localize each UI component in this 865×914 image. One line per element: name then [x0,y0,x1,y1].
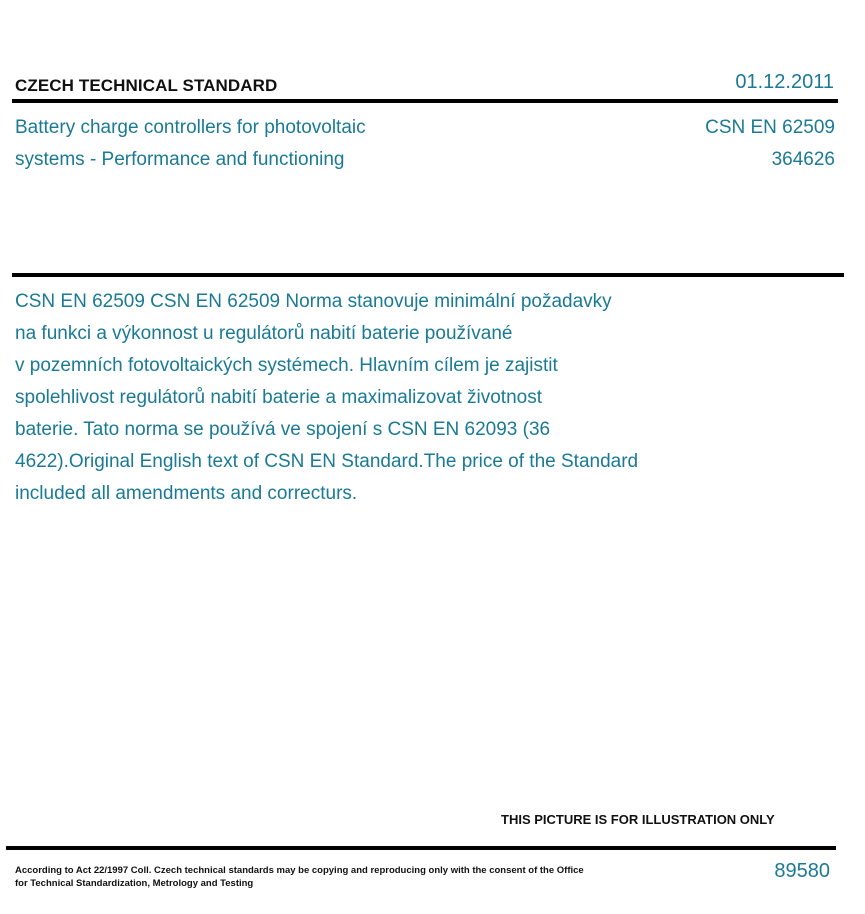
publication-date: 01.12.2011 [735,71,834,93]
description-line: v pozemních fotovoltaických systémech. Hlavním cílem je zajistit [15,355,558,376]
standard-title-line-2: systems - Performance and functioning [15,149,345,170]
catalog-number: 364626 [771,149,835,170]
standard-title-line-1: Battery charge controllers for photovoltaic [15,117,366,138]
standard-code: CSN EN 62509 [705,117,835,138]
description-line: 4622).Original English text of CSN EN Standard.The price of the Standard [15,451,639,472]
description-line: na funkci a výkonnost u regulátorů nabití baterie používané [15,323,513,344]
document-id: 89580 [774,860,830,882]
legal-notice [15,864,584,890]
description-line: CSN EN 62509 CSN EN 62509 Norma stanovuje minimální požadavky [15,291,612,312]
description-line: included all amendments and correcturs. [15,483,358,504]
description-line: spolehlivost regulátorů nabití baterie a maximalizovat životnost [15,387,542,408]
footer-divider [6,846,836,850]
illustration-notice: THIS PICTURE IS FOR ILLUSTRATION ONLY [501,812,775,827]
description-line: baterie. Tato norma se používá ve spojení s CSN EN 62093 (36 [15,419,551,440]
document-type-label: CZECH TECHNICAL STANDARD [15,76,278,95]
section-divider [12,273,844,277]
header-divider [12,99,838,103]
standard-description [15,286,795,510]
legal-notice-line: for Technical Standardization, Metrology and Testing [15,878,254,889]
legal-notice-line: According to Act 22/1997 Coll. Czech technical standards may be copying and reproducing only with the consent of the Office [15,865,584,876]
